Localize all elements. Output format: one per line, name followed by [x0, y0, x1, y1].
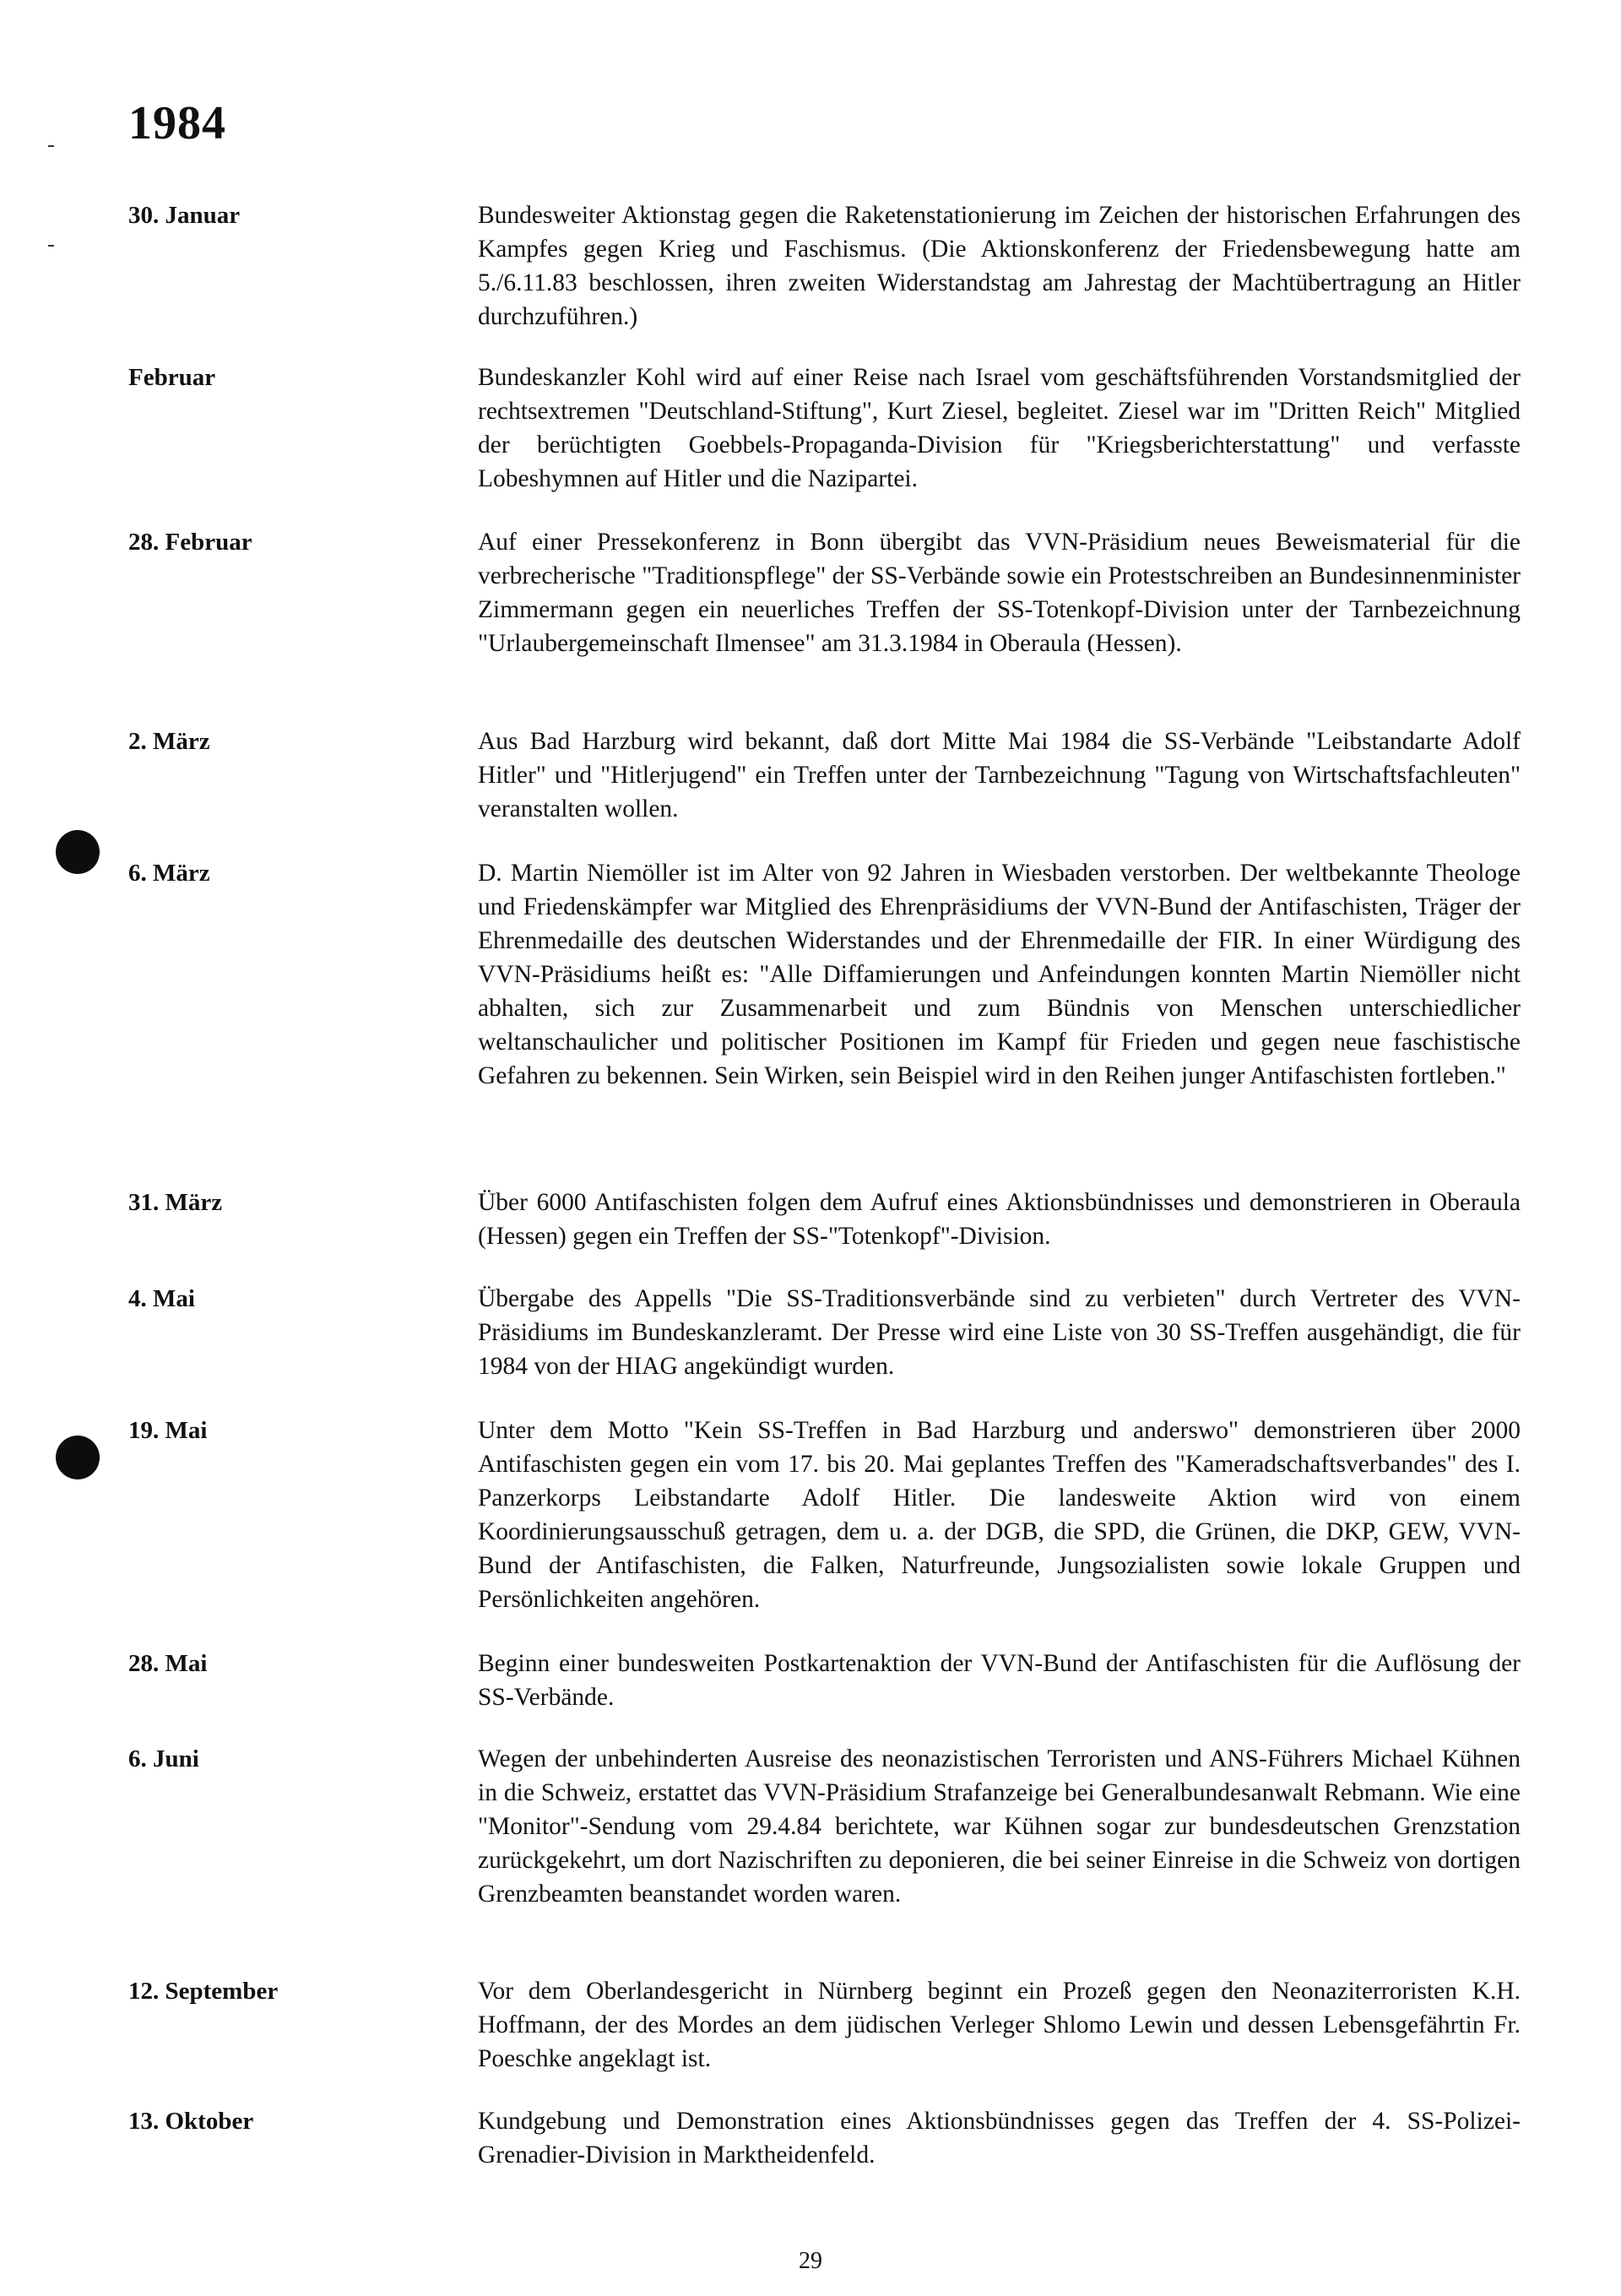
punch-hole: [56, 830, 100, 874]
entry-text: Beginn einer bundesweiten Postkartenaktion der VVN-Bund der Antifaschisten für die Auflösung der SS-Verbände.: [478, 1650, 1521, 1711]
entry-text: Vor dem Oberlandesgericht in Nürnberg beginnt ein Prozeß gegen den Neonaziterroristen K.H. Hoffmann, der des Mordes an dem jüdischen Verleger Shlomo Lewin und dessen Lebensgefährtin Fr. Poeschke angeklagt ist.: [478, 1978, 1521, 2072]
entry-text: Unter dem Motto "Kein SS-Treffen in Bad Harzburg und anderswo" demonstrieren über 2000 Antifaschisten gegen ein vom 17. bis 20. Mai geplantes Treffen des "Kameradschaftsverbandes" des I. Panzerkorps Leibstandarte Adolf Hitler. Die landesweite Aktion wird von einem Koordinierungsausschuß getragen, dem u. a. der DGB, die SPD, die Grünen, die DKP, GEW, VVN-Bund der Antifaschisten, die Falken, Naturfreunde, Jungsozialisten sowie lokale Gruppen und Persönlichkeiten angehören.: [478, 1417, 1521, 1613]
entry-text: Wegen der unbehinderten Ausreise des neonazistischen Terroristen und ANS-Führers Michael Kühnen in die Schweiz, erstattet das VVN-Präsidium Strafanzeige bei Generalbundesanwalt Rebmann. Wie eine "Monitor"-Sendung vom 29.4.84 berichtete, war Kühnen sogar zur bundesdeutschen Grenzstation zurückgekehrt, um dort Nazischriften zu deponieren, die bei seiner Einreise in die Schweiz von dortigen Grenzbeamten beanstandet worden waren.: [478, 1745, 1521, 1908]
entry-text: Übergabe des Appells "Die SS-Traditionsverbände sind zu verbieten" durch Vertreter des VVN-Präsidiums im Bundeskanzleramt. Der Presse wird eine Liste von 30 SS-Treffen ausgehändigt, die für 1984 von der HIAG angekündigt wurden.: [478, 1285, 1521, 1380]
entry-date: 31. März: [128, 1189, 223, 1216]
entry-date: 28. Mai: [128, 1650, 208, 1677]
entry-text: D. Martin Niemöller ist im Alter von 92 Jahren in Wiesbaden verstorben. Der weltbekannte Theologe und Friedenskämpfer war Mitglied des Ehrenpräsidiums der VVN-Bund der Antifaschisten, Träger der Ehrenmedaille des deutschen Widerstandes und der Ehrenmedaille der FIR. In einer Würdigung des VVN-Präsidiums heißt es: "Alle Diffamierungen und Anfeindungen konnten Martin Niemöller nicht abhalten, sich zur Zusammenarbeit und zum Bündnis von Menschen unterschiedlicher weltanschaulicher und politischer Positionen im Kampf für Frieden und gegen neue faschistische Gefahren zu bekennen. Sein Wirken, sein Beispiel wird in den Reihen junger Antifaschisten fortleben.": [478, 860, 1521, 1089]
entry-date: 6. März: [128, 860, 210, 887]
entry-text: Auf einer Pressekonferenz in Bonn übergibt das VVN-Präsidium neues Beweismaterial für die verbrecherische "Traditionspflege" der SS-Verbände sowie ein Protestschreiben an Bundesinnenminister Zimmermann gegen ein neuerliches Treffen der SS-Totenkopf-Division unter der Tarnbezeichnung "Urlaubergemeinschaft Ilmensee" am 31.3.1984 in Oberaula (Hessen).: [478, 529, 1521, 657]
entry-text: Aus Bad Harzburg wird bekannt, daß dort Mitte Mai 1984 die SS-Verbände "Leibstandarte Adolf Hitler" und "Hitlerjugend" ein Treffen unter der Tarnbezeichnung "Tagung von Wirtschaftsfachleuten" veranstalten wollen.: [478, 728, 1521, 822]
entry-text: Kundgebung und Demonstration eines Aktionsbündnisses gegen das Treffen der 4. SS-Polizei-Grenadier-Division in Marktheidenfeld.: [478, 2108, 1521, 2168]
page-number: 29: [799, 2248, 822, 2274]
entry-date: 2. März: [128, 728, 210, 755]
entry-date: 30. Januar: [128, 202, 241, 229]
entry-text: Bundeskanzler Kohl wird auf einer Reise nach Israel vom geschäftsführenden Vorstandsmitglied der rechtsextremen "Deutschland-Stiftung", Kurt Ziesel, begleitet. Ziesel war im "Dritten Reich" Mitglied der berüchtigten Goebbels-Propaganda-Division für "Kriegsberichterstattung" und verfasste Lobeshymnen auf Hitler und die Nazipartei.: [478, 364, 1521, 492]
entry-date: 12. September: [128, 1978, 279, 2005]
entry-date: Februar: [128, 364, 216, 391]
entry-date: 13. Oktober: [128, 2108, 254, 2135]
punch-hole: [56, 1436, 100, 1479]
entry-text: Bundesweiter Aktionstag gegen die Raketenstationierung im Zeichen der historischen Erfahrungen des Kampfes gegen Krieg und Faschismus. (Die Aktionskonferenz der Friedensbewegung hatte am 5./6.11.83 beschlossen, ihren zweiten Widerstandstag am Jahrestag der Machtübertragung an Hitler durchzuführen.): [478, 202, 1521, 330]
scan-mark: [48, 245, 54, 247]
entry-text: Über 6000 Antifaschisten folgen dem Aufruf eines Aktionsbündnisses und demonstrieren in Oberaula (Hessen) gegen ein Treffen der SS-"Totenkopf"-Division.: [478, 1189, 1521, 1250]
entry-date: 19. Mai: [128, 1417, 208, 1444]
entry-date: 6. Juni: [128, 1745, 199, 1772]
year-heading: 1984: [128, 97, 226, 149]
entry-date: 4. Mai: [128, 1285, 195, 1312]
entry-date: 28. Februar: [128, 529, 252, 556]
scan-mark: [48, 145, 54, 147]
